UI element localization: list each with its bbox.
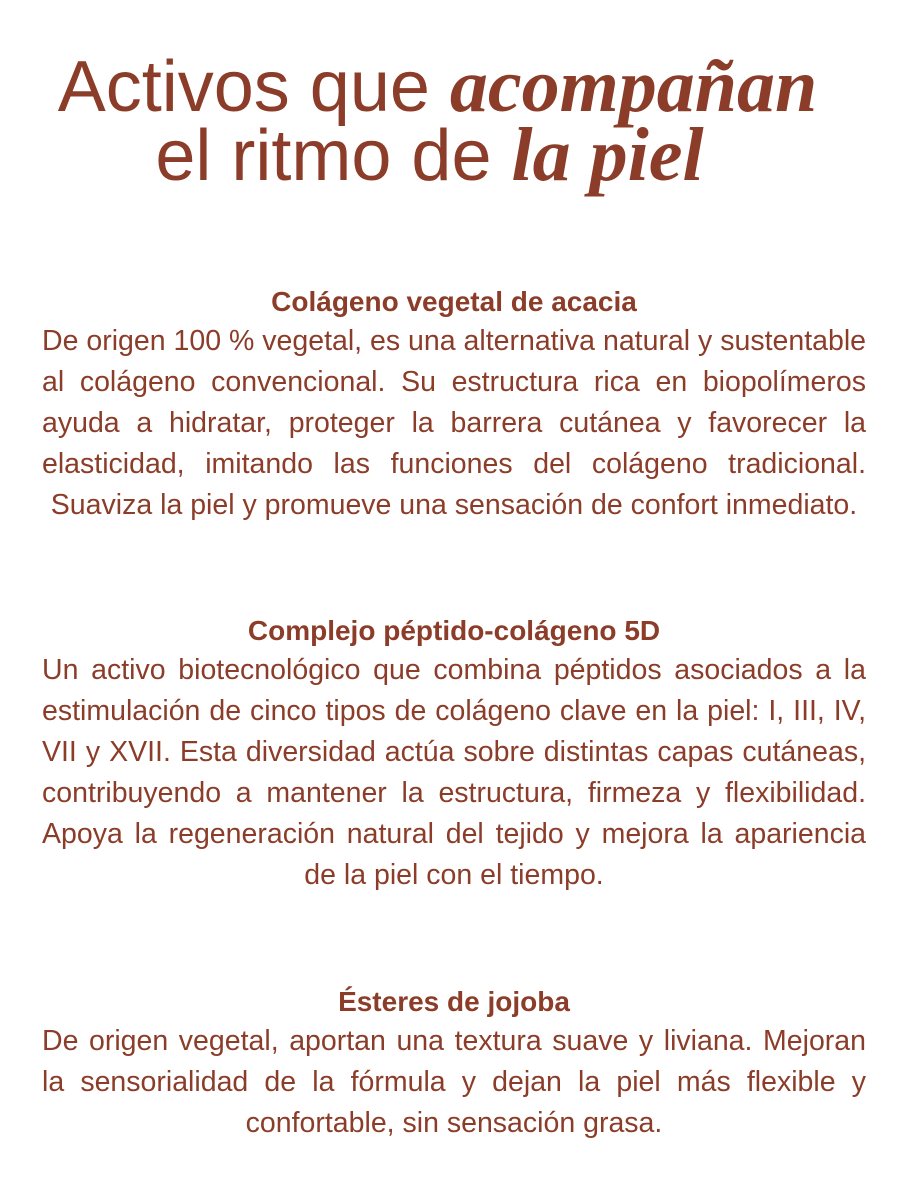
- section-acacia-collagen: [42, 283, 866, 526]
- title-line-1-emphasis: acompañan: [449, 44, 818, 128]
- title-line-1-plain: Activos que: [57, 47, 450, 127]
- page-title: [0, 44, 907, 197]
- section-body: Un activo biotecnológico que combina péptidos asociados a la estimulación de cinco tipos de colágeno clave en la piel: I, III, IV, VII y XVII. Esta diversidad actúa sobre distintas capas cutáneas, contribuyendo a mantener la estructura, firmeza y flexibilidad. Apoya la regeneración natural del tejido y mejora la apariencia de la piel con el tiempo.: [42, 654, 866, 891]
- section-peptide-collagen-complex: [42, 612, 866, 896]
- title-line-2: [0, 113, 883, 197]
- title-line-2-emphasis: la piel: [511, 113, 704, 197]
- section-heading: Ésteres de jojoba: [338, 986, 570, 1017]
- section-heading: Colágeno vegetal de acacia: [271, 286, 637, 317]
- section-heading: Complejo péptido-colágeno 5D: [247, 615, 661, 646]
- section-jojoba-esters: [42, 983, 866, 1144]
- title-line-2-plain: el ritmo de: [155, 116, 512, 196]
- section-body: De origen 100 % vegetal, es una alternativa natural y sustentable al colágeno convencional. Su estructura rica en biopolímeros ayuda a hidratar, proteger la barrera cutánea y favorecer la elasticidad, imitando las funciones del colágeno tradicional. Suaviza la piel y promueve una sensación de confort inmediato.: [42, 325, 866, 521]
- section-body: De origen vegetal, aportan una textura suave y liviana. Mejoran la sensorialidad de la fórmula y dejan la piel más flexible y confortable, sin sensación grasa.: [42, 1025, 866, 1139]
- title-line-1: [0, 44, 891, 128]
